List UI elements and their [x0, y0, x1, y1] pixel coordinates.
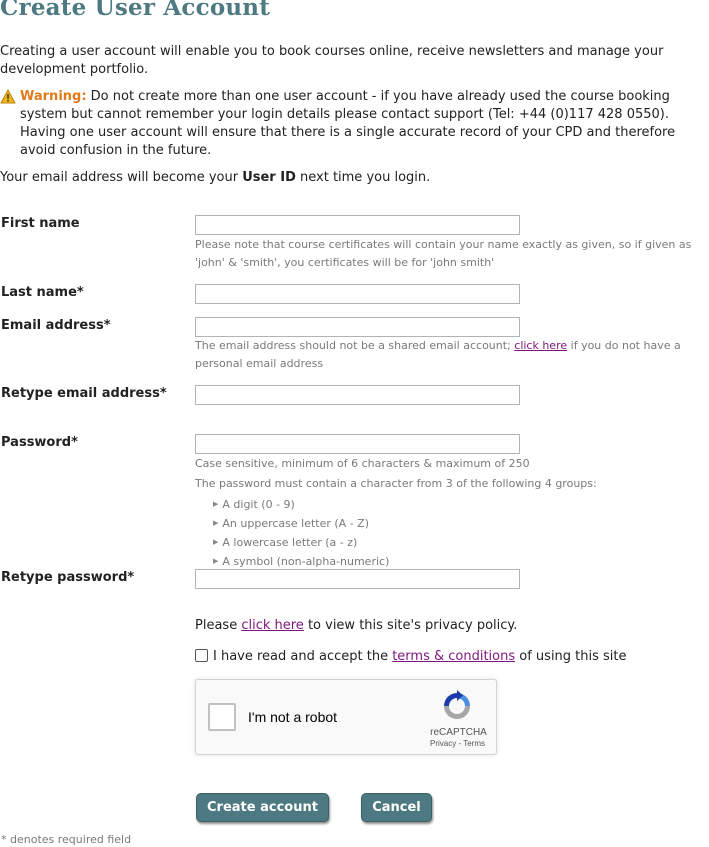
email-hint-pre: The email address should not be a shared email account;: [195, 339, 515, 352]
userid-note: [0, 169, 430, 187]
terms-row: [195, 649, 627, 664]
page-title: Create User Account: [0, 0, 271, 21]
bullet-icon: ▶: [213, 500, 219, 508]
first-name-label: First name: [1, 216, 80, 231]
terms-pre: I have read and accept the: [213, 649, 393, 664]
userid-post: next time you login.: [295, 170, 431, 185]
privacy-link[interactable]: click here: [241, 618, 304, 633]
password-hint-2: The password must contain a character from 3 of the following 4 groups:: [195, 477, 597, 490]
password-label: Password*: [1, 435, 78, 450]
bullet-icon: ▶: [213, 557, 219, 565]
recaptcha-links[interactable]: Privacy - Terms: [430, 739, 485, 748]
terms-link[interactable]: terms & conditions: [392, 649, 516, 664]
password-input[interactable]: [195, 434, 520, 454]
intro-text: Creating a user account will enable you to book courses online, receive newsletters and manage your development portfolio.: [0, 44, 664, 77]
list-item: [213, 514, 389, 533]
first-name-hint-2: 'john' & 'smith', you certificates will be for 'john smith': [195, 256, 495, 269]
retype-email-label: Retype email address*: [1, 386, 167, 401]
cancel-button[interactable]: Cancel: [361, 793, 432, 822]
email-hint-2: personal email address: [195, 357, 324, 370]
warning-block: [0, 88, 700, 160]
retype-email-input[interactable]: [195, 385, 520, 405]
recaptcha-label: I'm not a robot: [248, 709, 338, 725]
email-hint-post: if you do not have a: [567, 339, 681, 352]
last-name-label: Last name*: [1, 285, 84, 300]
first-name-input[interactable]: [195, 215, 520, 235]
warning-text: Do not create more than one user account - if you have already used the course booking system but cannot remember your login details please contact support (Tel: +44 (0)117 428 0550). Having one user account will ensure that there is a single accurate record of your CPD and therefore avoid confusion in the future.: [20, 89, 676, 158]
list-item: [213, 533, 389, 552]
recaptcha-brand: reCAPTCHA: [430, 727, 487, 738]
recaptcha-checkbox[interactable]: [208, 703, 236, 731]
group-digit: A digit (0 - 9): [222, 498, 295, 511]
retype-password-label: Retype password*: [1, 570, 135, 585]
create-account-button[interactable]: Create account: [196, 793, 329, 822]
terms-checkbox[interactable]: [195, 649, 208, 662]
no-email-link[interactable]: click here: [514, 339, 568, 352]
password-groups: [213, 495, 389, 571]
last-name-input[interactable]: [195, 284, 520, 304]
first-name-hint-1: Please note that course certificates will contain your name exactly as given, so if given as: [195, 238, 692, 251]
group-symbol: A symbol (non-alpha-numeric): [222, 555, 390, 568]
warning-label: Warning:: [20, 89, 87, 104]
privacy-pre: Please: [195, 618, 242, 633]
email-label: Email address*: [1, 318, 111, 333]
privacy-note: [195, 618, 517, 633]
recaptcha-widget: [195, 679, 497, 755]
terms-post: of using this site: [515, 649, 627, 664]
email-input[interactable]: [195, 317, 520, 337]
warning-icon: [0, 89, 16, 104]
userid-bold: User ID: [242, 170, 296, 185]
recaptcha-logo-icon: [440, 689, 474, 723]
required-note: * denotes required field: [1, 833, 132, 846]
email-hint-1: [195, 337, 681, 355]
bullet-icon: ▶: [213, 538, 219, 546]
group-lowercase: A lowercase letter (a - z): [222, 536, 358, 549]
privacy-post: to view this site's privacy policy.: [303, 618, 518, 633]
retype-password-input[interactable]: [195, 569, 520, 589]
list-item: [213, 495, 389, 514]
bullet-icon: ▶: [213, 519, 219, 527]
userid-pre: Your email address will become your: [0, 170, 243, 185]
group-uppercase: An uppercase letter (A - Z): [222, 517, 369, 530]
password-hint-1: Case sensitive, minimum of 6 characters & maximum of 250: [195, 457, 530, 470]
